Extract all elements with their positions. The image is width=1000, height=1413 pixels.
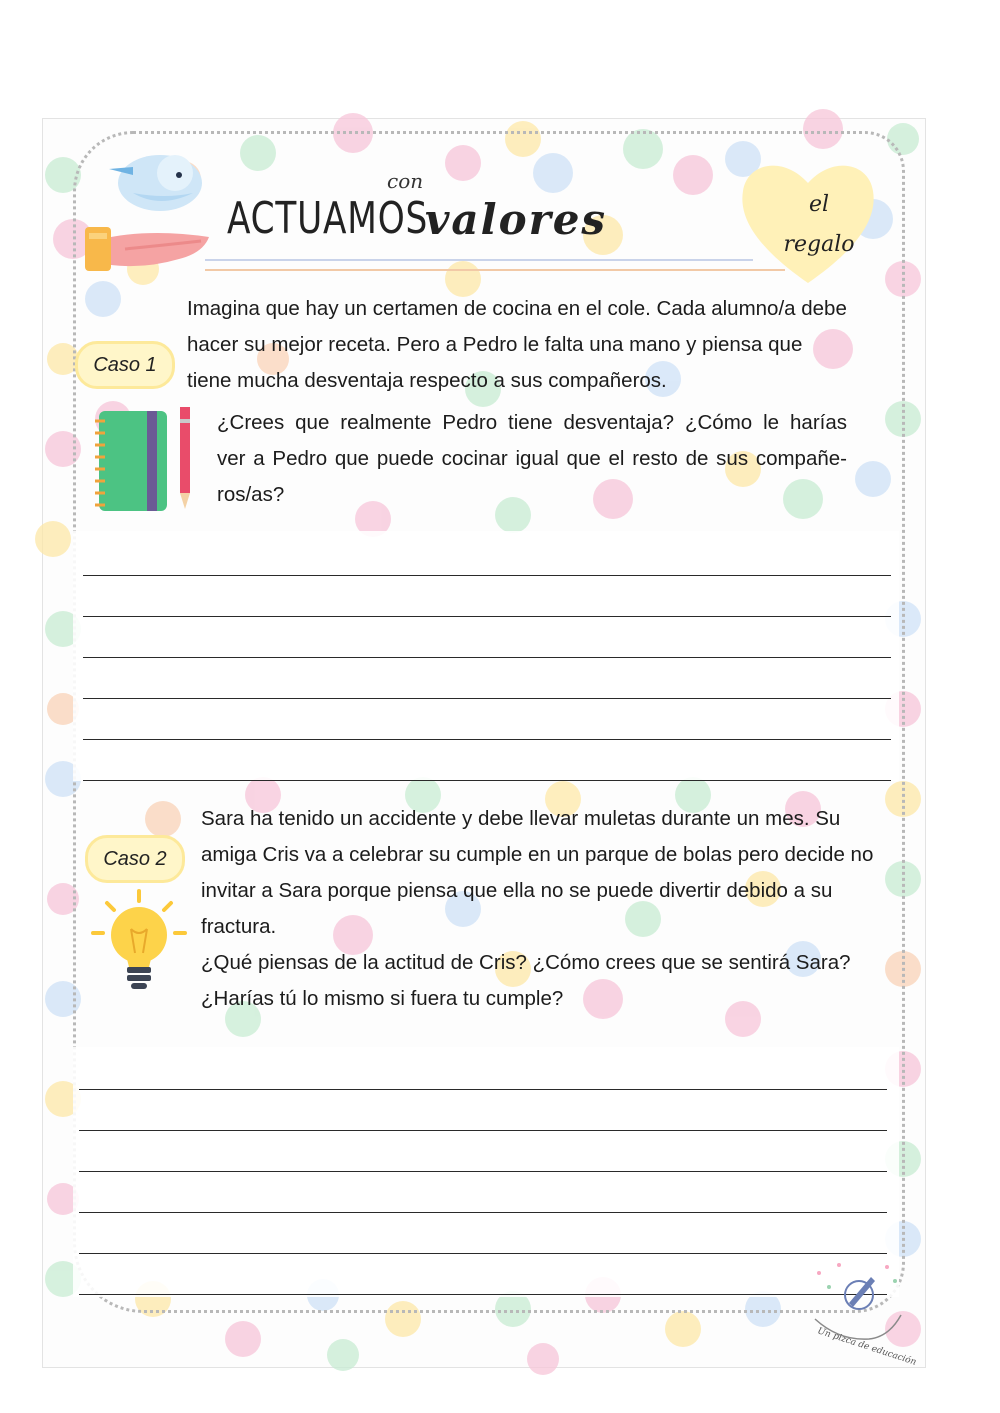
answer-line[interactable] xyxy=(79,1131,887,1172)
svg-text:Un pizca de educación: Un pizca de educación xyxy=(816,1326,918,1368)
notebook-icon xyxy=(93,407,173,515)
title-actuamos: ACTUAMOS xyxy=(227,193,429,244)
answer-lines-case-2[interactable] xyxy=(79,1049,887,1295)
heart-label-line2: regalo xyxy=(783,232,855,257)
lightbulb-icon xyxy=(89,889,189,999)
case-2-text xyxy=(201,801,891,1017)
title-underline-orange xyxy=(205,269,785,271)
answer-lines-case-1[interactable] xyxy=(83,535,891,781)
case-1-text xyxy=(187,291,877,399)
answer-line[interactable] xyxy=(83,576,891,617)
hand-icon xyxy=(85,219,213,275)
answer-line[interactable] xyxy=(83,658,891,699)
pencil-icon xyxy=(177,407,193,511)
title-underline-blue xyxy=(205,259,753,261)
answer-line[interactable] xyxy=(79,1172,887,1213)
answer-line[interactable] xyxy=(83,699,891,740)
case-2-question-line-1: ¿Qué piensas de la actitud de Cris? ¿Cómo crees que se sentirá Sara? xyxy=(201,951,851,974)
title-valores: valores xyxy=(425,195,608,244)
case-1-line-1: Imagina que hay un certamen de cocina en el cole. Cada alumno/a debe xyxy=(187,297,847,320)
case-2-line-1: Sara ha tenido un accidente y debe llevar muletas durante un mes. Su xyxy=(201,807,841,830)
author-signature-logo xyxy=(809,1259,918,1368)
worksheet-page xyxy=(42,118,926,1368)
case-2-line-4: fractura. xyxy=(201,915,277,938)
heart-label xyxy=(759,185,879,265)
case-2-line-2: amiga Cris va a celebrar su cumple en un parque de bolas pero decide no xyxy=(201,843,874,866)
answer-line[interactable] xyxy=(79,1213,887,1254)
case-1-line-3: tiene mucha desventaja respecto a sus compañeros. xyxy=(187,369,667,392)
case-2-line-3: invitar a Sara porque piensa que ella no se puede divertir debido a su xyxy=(201,879,833,902)
answer-line[interactable] xyxy=(79,1254,887,1295)
case-2-badge: Caso 2 xyxy=(85,835,185,883)
title-con: con xyxy=(387,169,424,193)
case-2-question-line-2: ¿Harías tú lo mismo si fuera tu cumple? xyxy=(201,987,564,1010)
heart-label-line1: el xyxy=(808,192,830,217)
answer-line[interactable] xyxy=(79,1090,887,1131)
answer-line[interactable] xyxy=(79,1049,887,1090)
case-1-question-line-3: ros/as? xyxy=(217,483,285,506)
case-1-question-line-2: ver a Pedro que puede cocinar igual que el resto de sus compañe- xyxy=(217,447,847,470)
bird-icon xyxy=(105,139,215,215)
case-1-line-2: hacer su mejor receta. Pero a Pedro le falta una mano y piensa que xyxy=(187,333,803,356)
case-1-question-line-1: ¿Crees que realmente Pedro tiene desventaja? ¿Cómo le harías xyxy=(217,411,847,434)
case-1-question xyxy=(217,405,847,513)
answer-line[interactable] xyxy=(83,740,891,781)
case-1-badge: Caso 1 xyxy=(75,341,175,389)
answer-line[interactable] xyxy=(83,617,891,658)
answer-line[interactable] xyxy=(83,535,891,576)
